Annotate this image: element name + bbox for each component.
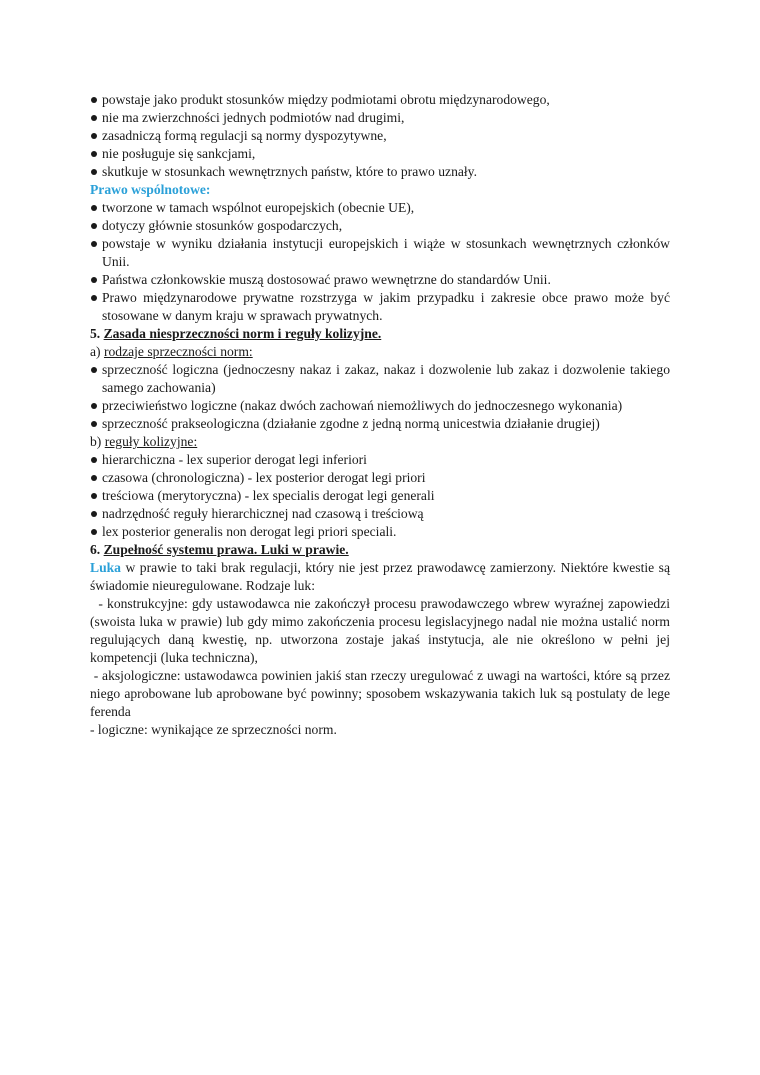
list-item: przeciwieństwo logiczne (nakaz dwóch zachowań niemożliwych do jednoczesnego wykonania) <box>90 397 670 415</box>
document-page <box>90 91 674 739</box>
section-5-number: 5. <box>90 326 101 341</box>
conflict-rules-list <box>90 451 670 541</box>
section-5-heading <box>90 325 670 343</box>
subsection-a-prefix: a) <box>90 344 101 359</box>
community-law-list <box>90 199 670 325</box>
section-6-heading <box>90 541 670 559</box>
list-item: sprzeczność prakseologiczna (działanie zgodne z jedną normą unicestwia działanie drugiej) <box>90 415 670 433</box>
list-item: nie ma zwierzchności jednych podmiotów nad drugimi, <box>90 109 670 127</box>
subsection-b-label <box>90 433 670 451</box>
list-item: treściowa (merytoryczna) - lex specialis derogat legi generali <box>90 487 670 505</box>
list-item: nie posługuje się sankcjami, <box>90 145 670 163</box>
subsection-a-text: rodzaje sprzeczności norm: <box>103 344 253 359</box>
list-item: powstaje w wyniku działania instytucji europejskich i wiąże w stosunkach wewnętrznych członków Unii. <box>90 235 670 271</box>
subsection-a-label <box>90 343 670 361</box>
list-item: dotyczy głównie stosunków gospodarczych, <box>90 217 670 235</box>
community-law-heading: Prawo wspólnotowe: <box>90 182 211 197</box>
list-item: zasadniczą formą regulacji są normy dyspozytywne, <box>90 127 670 145</box>
list-item: tworzone w tamach wspólnot europejskich (obecnie UE), <box>90 199 670 217</box>
list-item: nadrzędność reguły hierarchicznej nad czasową i treściową <box>90 505 670 523</box>
luka-term: Luka <box>90 560 121 575</box>
logical-gaps-paragraph: - logiczne: wynikające ze sprzeczności norm. <box>90 722 337 737</box>
list-item: skutkuje w stosunkach wewnętrznych państw, które to prawo uznały. <box>90 163 670 181</box>
list-item: Państwa członkowskie muszą dostosować prawo wewnętrzne do standardów Unii. <box>90 271 670 289</box>
list-item: czasowa (chronologiczna) - lex posterior derogat legi priori <box>90 469 670 487</box>
list-item: powstaje jako produkt stosunków między podmiotami obrotu międzynarodowego, <box>90 91 670 109</box>
constructive-gaps-paragraph: - konstrukcyjne: gdy ustawodawca nie zakończył procesu prawodawczego wbrew wyraźnej zapowiedzi (swoista luka w prawie) lub gdy mimo zakończenia procesu legislacyjnego nadal nie można ustalić norm regulujących daną kwestię, np. utworzona zostaje jakaś instytucja, ale nie określono w pełni jej kompetencji (luka techniczna), <box>90 596 674 665</box>
norm-conflict-types-list <box>90 361 670 433</box>
section-6-number: 6. <box>90 542 101 557</box>
list-item: Prawo międzynarodowe prywatne rozstrzyga w jakim przypadku i zakresie obce prawo może być stosowane w danym kraju w sprawach prywatnych. <box>90 289 670 325</box>
axiological-gaps-paragraph: - aksjologiczne: ustawodawca powinien jakiś stan rzeczy uregulować z uwagi na wartości, które są przez niego aprobowane lub aprobowane być powinny; sposobem wskazywania takich luk są postulaty de lege ferenda <box>90 668 674 719</box>
list-item: sprzeczność logiczna (jednoczesny nakaz i zakaz, nakaz i dozwolenie lub zakaz i dozwolenie takiego samego zachowania) <box>90 361 670 397</box>
luka-definition: w prawie to taki brak regulacji, który nie jest przez prawodawcę zamierzony. Niektóre kwestie są świadomie nieuregulowane. Rodzaje luk: <box>90 560 670 593</box>
list-item: lex posterior generalis non derogat legi priori speciali. <box>90 523 670 541</box>
subsection-b-text: reguły kolizyjne: <box>104 434 198 449</box>
section-6-title: Zupełność systemu prawa. Luki w prawie. <box>103 542 349 557</box>
section-5-title: Zasada niesprzeczności norm i reguły kolizyjne. <box>103 326 382 341</box>
list-item: hierarchiczna - lex superior derogat legi inferiori <box>90 451 670 469</box>
intl-law-features-list <box>90 91 670 181</box>
gap-definition-paragraph <box>90 559 670 595</box>
subsection-b-prefix: b) <box>90 434 102 449</box>
